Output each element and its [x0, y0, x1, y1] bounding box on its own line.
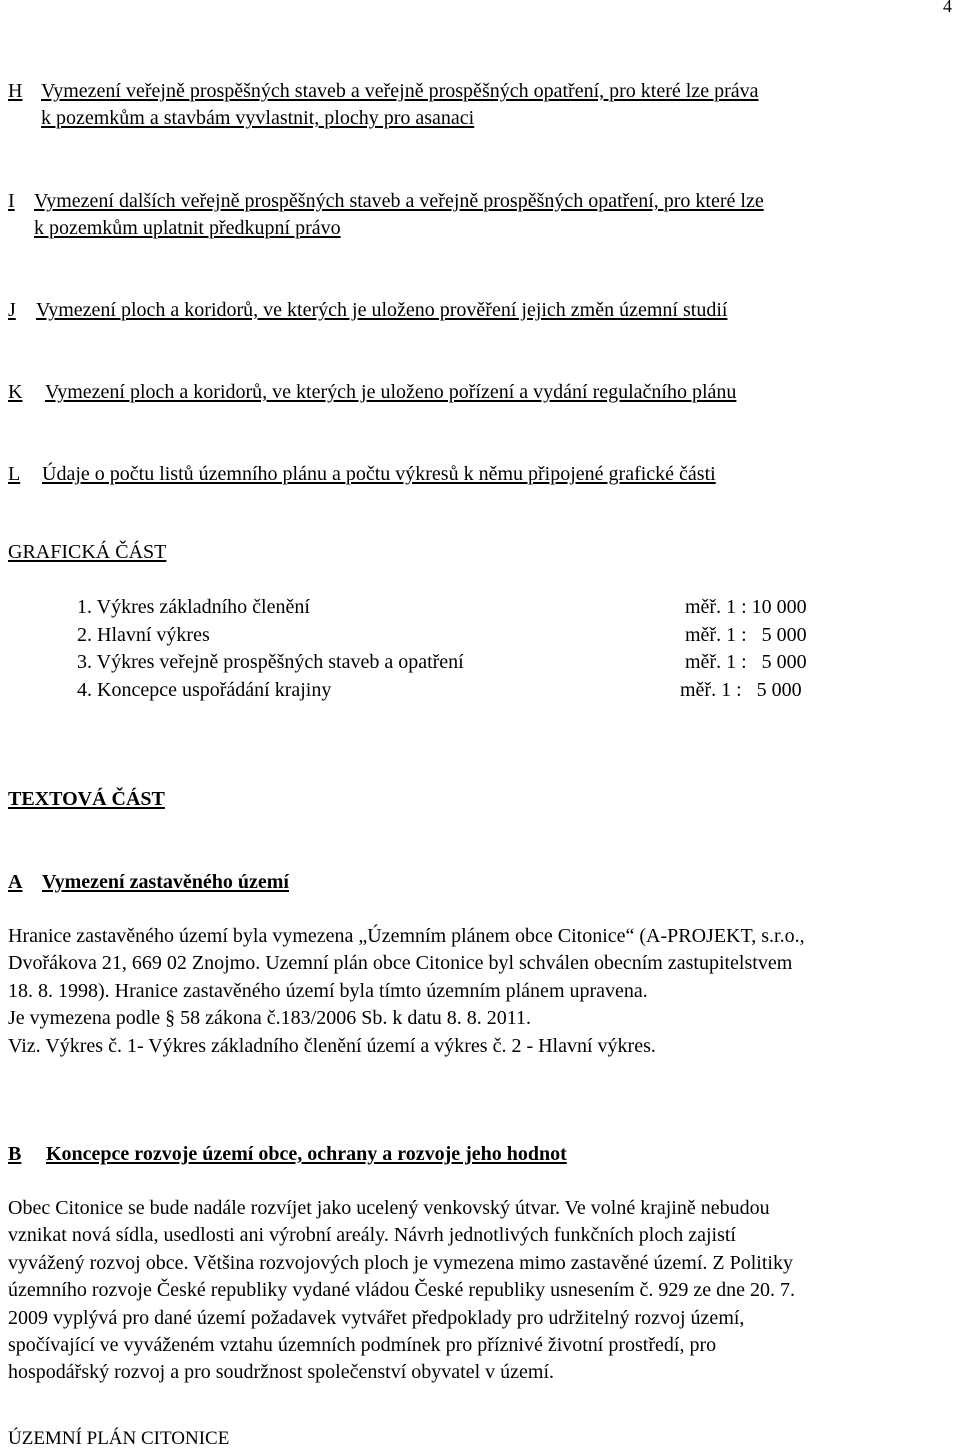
heading-k	[8, 379, 958, 407]
paragraph-line: Hranice zastavěného území byla vymezena „Územním plánem obce Citonice“ (A-PROJEKT, s.r.o.,	[8, 925, 805, 947]
page-footer: ÚZEMNÍ PLÁN CITONICE	[8, 1428, 230, 1449]
drawing-label: 1. Výkres základního členění	[77, 596, 310, 618]
heading-h	[8, 78, 958, 134]
drawing-list-item	[77, 651, 837, 677]
heading-i	[8, 188, 958, 244]
heading-letter: J	[8, 299, 16, 321]
heading-letter: I	[8, 190, 15, 212]
paragraph-line: územního rozvoje České republiky vydané vládou České republiky usnesením č. 929 ze dne 20. 7.	[8, 1279, 796, 1302]
paragraph-line: vznikat nová sídla, usedlosti ani výrobní areály. Návrh jednotlivých funkčních ploch zajistí	[8, 1224, 736, 1247]
drawing-scale: měř. 1 : 5 000	[685, 651, 807, 673]
drawing-scale: měř. 1 : 5 000	[685, 624, 807, 646]
section-b-paragraph	[8, 1195, 958, 1387]
section-b-heading	[8, 1141, 958, 1169]
textova-cast-title: TEXTOVÁ ČÁST	[8, 788, 165, 810]
heading-letter: K	[8, 381, 23, 403]
heading-line: k pozemkům uplatnit předkupní právo	[34, 217, 341, 239]
section-a-paragraph	[8, 923, 958, 1060]
heading-l	[8, 461, 958, 489]
paragraph-line: Je vymezena podle § 58 zákona č.183/2006 Sb. k datu 8. 8. 2011.	[8, 1007, 532, 1030]
paragraph-line: 2009 vyplývá pro dané území požadavek vytvářet předpoklady pro udržitelný rozvoj území,	[8, 1306, 745, 1329]
drawing-label: 3. Výkres veřejně prospěšných staveb a opatření	[77, 651, 464, 673]
paragraph-line: Viz. Výkres č. 1- Výkres základního členění území a výkres č. 2 - Hlavní výkres.	[8, 1034, 656, 1057]
heading-line: Vymezení veřejně prospěšných staveb a veřejně prospěšných opatření, pro které lze práva	[41, 80, 759, 102]
drawing-label: 4. Koncepce uspořádání krajiny	[77, 679, 332, 701]
section-letter: A	[8, 871, 23, 893]
section-a-heading	[8, 869, 958, 897]
paragraph-line: spočívající ve vyváženém vztahu územních podmínek pro příznivé životní prostředí, pro	[8, 1334, 717, 1357]
paragraph-line: vyvážený rozvoj obce. Většina rozvojových ploch je vymezena mimo zastavěné území. Z Politiky	[8, 1251, 793, 1274]
section-letter: B	[8, 1143, 22, 1165]
paragraph-line: Dvořákova 21, 669 02 Znojmo. Uzemní plán obce Citonice byl schválen obecním zastupitelstvem	[8, 952, 793, 975]
heading-line: Vymezení ploch a koridorů, ve kterých je uloženo prověření jejich změn územní studií	[36, 299, 728, 321]
heading-letter: L	[8, 463, 21, 485]
drawing-scale: měř. 1 : 10 000	[685, 596, 807, 618]
heading-line: Vymezení ploch a koridorů, ve kterých je uloženo pořízení a vydání regulačního plánu	[45, 381, 737, 403]
heading-line: Vymezení dalších veřejně prospěšných staveb a veřejně prospěšných opatření, pro které lze	[34, 190, 764, 212]
drawing-label: 2. Hlavní výkres	[77, 624, 210, 646]
paragraph-line: Obec Citonice se bude nadále rozvíjet jako ucelený venkovský útvar. Ve volné krajině nebudou	[8, 1197, 770, 1219]
heading-line: Údaje o počtu listů územního plánu a počtu výkresů k němu připojené grafické části	[42, 463, 716, 485]
heading-letter: H	[8, 80, 23, 102]
heading-j	[8, 297, 958, 325]
heading-line: k pozemkům a stavbám vyvlastnit, plochy pro asanaci	[41, 107, 475, 129]
paragraph-line: hospodářský rozvoj a pro soudržnost společenství obyvatel v území.	[8, 1361, 554, 1384]
drawing-list-item	[77, 679, 837, 705]
drawing-list-item	[77, 624, 837, 650]
drawing-scale: měř. 1 : 5 000	[680, 679, 802, 701]
graficka-cast-title: GRAFICKÁ ČÁST	[8, 541, 167, 563]
section-title: Koncepce rozvoje území obce, ochrany a rozvoje jeho hodnot	[46, 1143, 567, 1165]
paragraph-line: 18. 8. 1998). Hranice zastavěného území byla tímto územním plánem upravena.	[8, 979, 648, 1002]
drawing-list-item	[77, 596, 837, 622]
section-title: Vymezení zastavěného území	[42, 871, 289, 893]
page-number: 4	[943, 0, 952, 16]
